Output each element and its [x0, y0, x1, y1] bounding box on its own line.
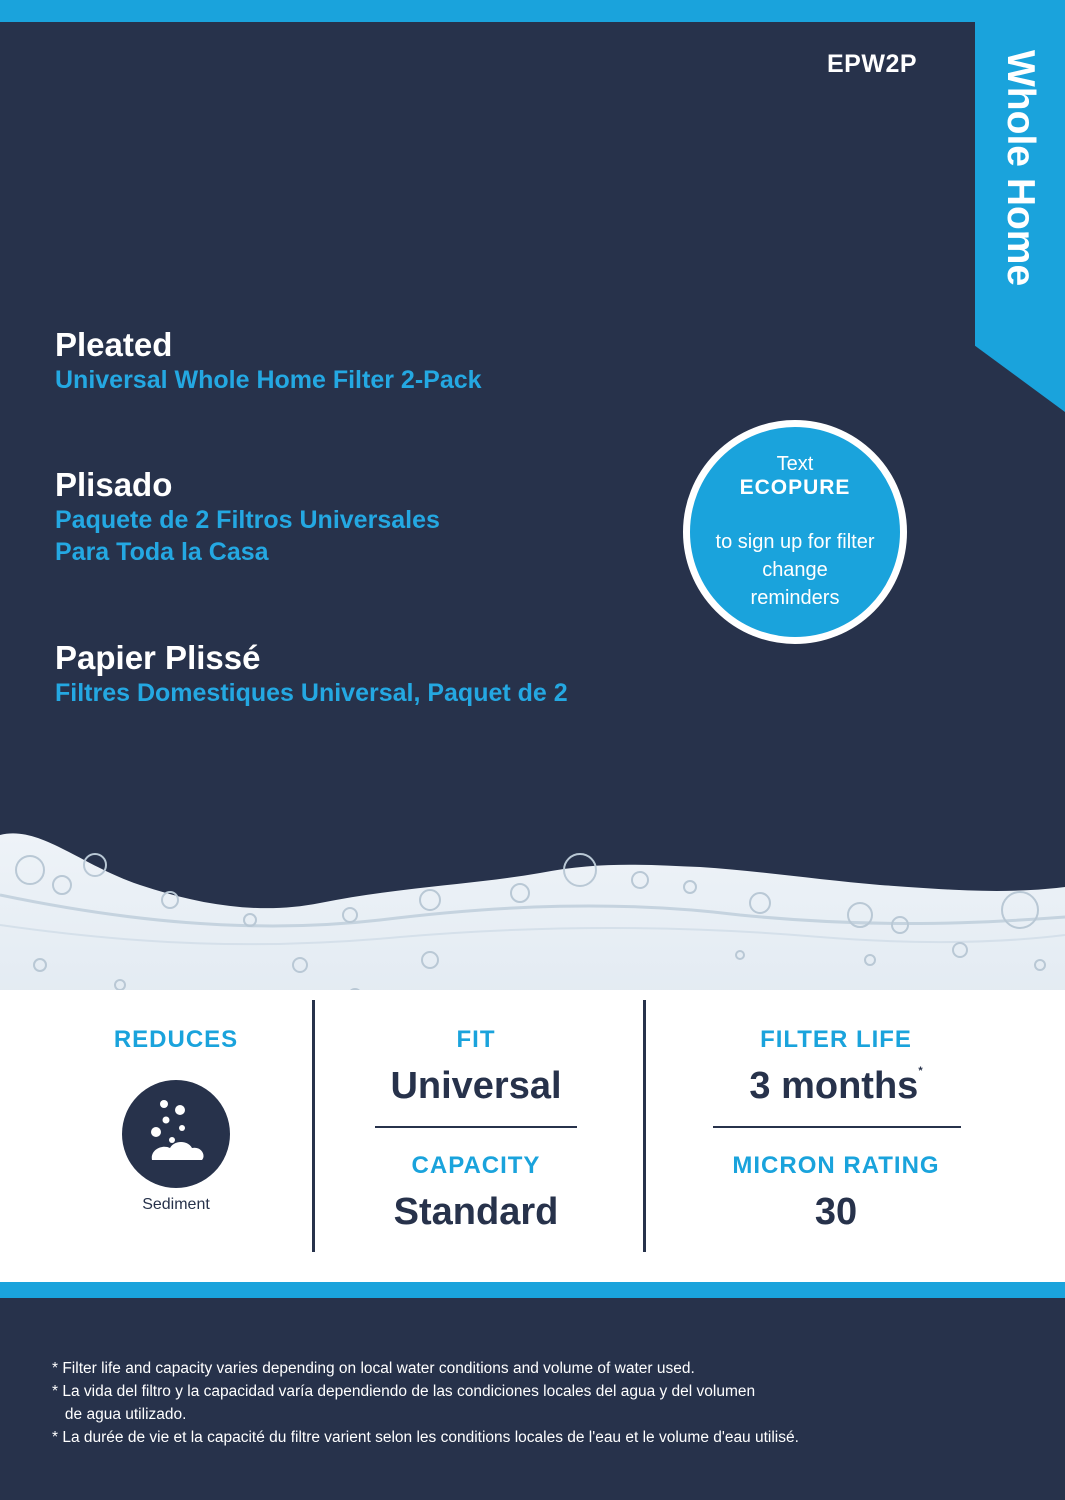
spec-divider-fit — [375, 1126, 577, 1128]
sediment-icon — [122, 1080, 230, 1188]
footnote-es-line2: de agua utilizado. — [52, 1406, 187, 1423]
capacity-value: Standard — [393, 1191, 559, 1233]
filter-life-footnote-mark: * — [918, 1065, 923, 1077]
badge-brand: ECOPURE — [739, 475, 851, 499]
top-accent-band — [0, 0, 1065, 22]
fit-value: Universal — [390, 1065, 562, 1107]
micron-rating-label: MICRON RATING — [732, 1152, 940, 1179]
capacity-label: CAPACITY — [411, 1152, 541, 1179]
footnote-fr: * La durée de vie et la capacité du filtre varient selon les conditions locales de l'eau et le volume d'eau utilisé. — [52, 1429, 799, 1446]
badge-text-line: Text — [776, 452, 814, 475]
product-heading-en: Pleated — [55, 326, 173, 363]
footnotes — [52, 1357, 799, 1449]
micron-rating-value: 30 — [814, 1191, 858, 1233]
product-title-es — [55, 466, 440, 568]
reduces-label: REDUCES — [113, 1026, 239, 1053]
bottom-accent-strip — [0, 1282, 1065, 1298]
fit-label: FIT — [456, 1026, 496, 1053]
product-subtitle-es-line1: Paquete de 2 Filtros Universales — [55, 506, 440, 534]
product-heading-fr: Papier Plissé — [55, 639, 261, 676]
product-title-fr — [55, 639, 568, 709]
filter-life-value — [686, 1065, 986, 1108]
spec-divider-right — [643, 1000, 646, 1252]
filter-life-label: FILTER LIFE — [760, 1026, 912, 1053]
product-subtitle-en: Universal Whole Home Filter 2-Pack — [55, 366, 482, 394]
badge-message: to sign up for filter change reminders — [715, 530, 875, 609]
text-signup-badge — [683, 420, 907, 644]
spec-divider-left — [312, 1000, 315, 1252]
model-number: EPW2P — [827, 50, 918, 78]
footnote-en: * Filter life and capacity varies depending on local water conditions and volume of water used. — [52, 1360, 695, 1377]
product-subtitle-es-line2: Para Toda la Casa — [55, 538, 269, 566]
sediment-label: Sediment — [142, 1196, 210, 1213]
footnote-es-line1: * La vida del filtro y la capacidad varía dependiendo de las condiciones locales del agua y del volumen — [52, 1383, 756, 1400]
spec-divider-life — [713, 1126, 961, 1128]
product-heading-es: Plisado — [55, 466, 173, 503]
product-title-en — [55, 326, 482, 396]
product-subtitle-fr: Filtres Domestiques Universal, Paquet de 2 — [55, 679, 568, 707]
filter-life-text: 3 months — [749, 1065, 919, 1107]
category-tab-label: Whole Home — [999, 50, 1042, 287]
